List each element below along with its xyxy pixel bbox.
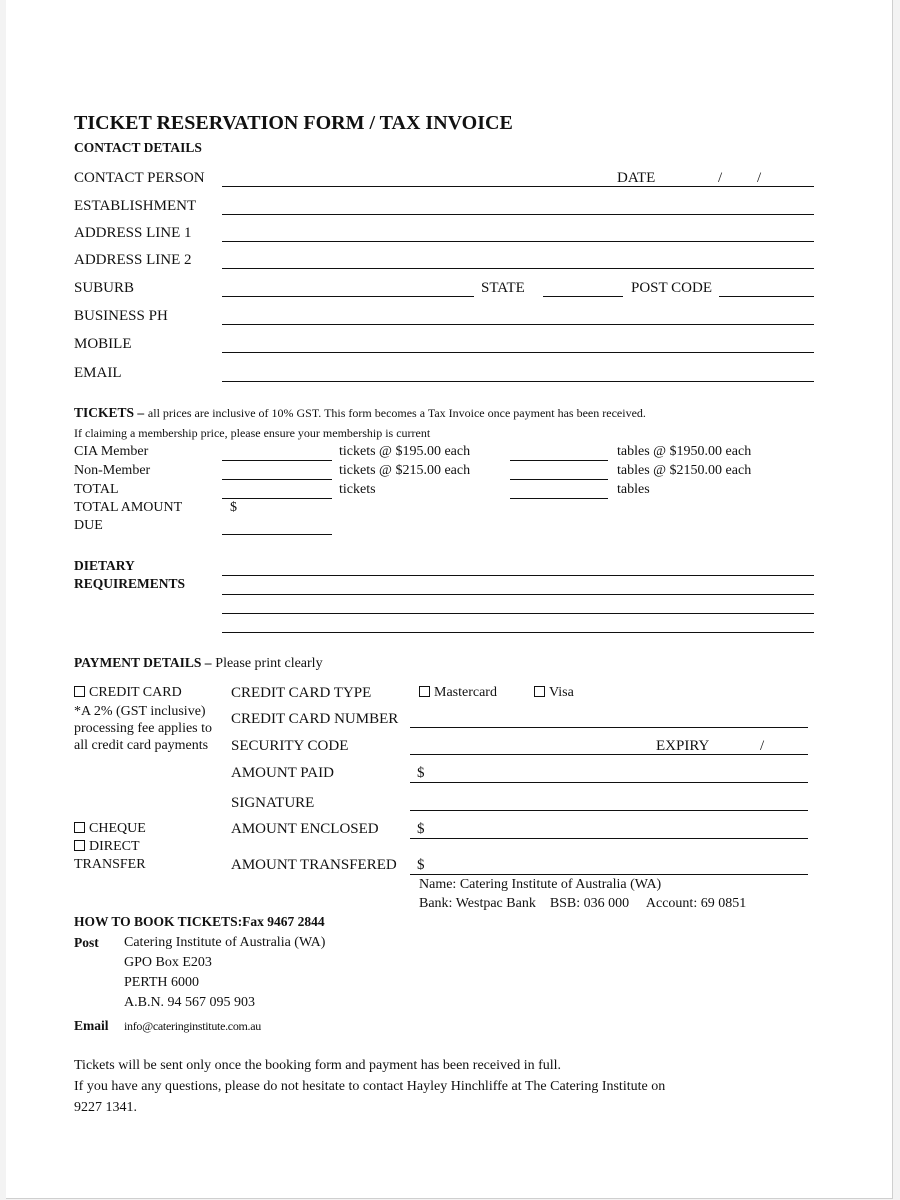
- direct-transfer-option[interactable]: [74, 838, 140, 856]
- expiry-label: EXPIRY: [656, 738, 710, 754]
- bank-details: Bank: Westpac Bank BSB: 036 000 Account: 69 0851: [419, 896, 747, 911]
- post-label: Post: [74, 935, 99, 950]
- visa-option[interactable]: [534, 684, 574, 702]
- payment-heading: PAYMENT DETAILS –: [74, 655, 212, 670]
- mobile-field[interactable]: [222, 352, 814, 353]
- credit-card-option[interactable]: [74, 684, 182, 702]
- total-tickets-label: tickets: [339, 482, 376, 497]
- date-slash-1: /: [718, 170, 723, 186]
- suburb-field[interactable]: [222, 296, 474, 297]
- tickets-heading: TICKETS –: [74, 405, 145, 420]
- payment-heading-row: [74, 654, 323, 673]
- form-page: [6, 0, 893, 1199]
- total-amount-label-1: TOTAL AMOUNT: [74, 500, 183, 515]
- address-line-2-field[interactable]: [222, 268, 814, 269]
- card-number-label: CREDIT CARD NUMBER: [231, 711, 399, 727]
- address-line-1-label: ADDRESS LINE 1: [74, 225, 192, 241]
- direct-label: DIRECT: [89, 839, 140, 854]
- non-member-label: Non-Member: [74, 463, 151, 478]
- security-code-label: SECURITY CODE: [231, 738, 349, 754]
- email-field[interactable]: [222, 381, 814, 382]
- tickets-heading-row: [74, 404, 646, 422]
- signature-field[interactable]: [410, 810, 808, 811]
- visa-checkbox[interactable]: [534, 686, 545, 697]
- non-member-tables-field[interactable]: [510, 479, 608, 480]
- amount-paid-dollar: $: [417, 765, 425, 781]
- email-contact-label: Email: [74, 1018, 109, 1033]
- expiry-slash: /: [760, 738, 765, 754]
- transfer-label: TRANSFER: [74, 857, 146, 872]
- credit-card-label: CREDIT CARD: [89, 685, 182, 700]
- card-type-label: CREDIT CARD TYPE: [231, 685, 372, 701]
- email-contact-link[interactable]: info@cateringinstitute.com.au: [124, 1019, 261, 1033]
- cheque-option[interactable]: [74, 820, 146, 838]
- cheque-checkbox[interactable]: [74, 822, 85, 833]
- address-line-1-field[interactable]: [222, 241, 814, 242]
- non-member-tickets-field[interactable]: [222, 479, 332, 480]
- dietary-line-2[interactable]: [222, 594, 814, 595]
- abn-line: A.B.N. 94 567 095 903: [124, 995, 256, 1010]
- business-ph-label: BUSINESS PH: [74, 308, 168, 324]
- card-number-field[interactable]: [410, 727, 808, 728]
- contact-person-field[interactable]: [222, 186, 814, 187]
- form-title: TICKET RESERVATION FORM / TAX INVOICE: [74, 112, 513, 134]
- total-amount-dollar: $: [230, 500, 237, 515]
- total-tables-label: tables: [617, 482, 650, 497]
- cia-member-tickets-price: tickets @ $195.00 each: [339, 444, 471, 459]
- dietary-label-2: REQUIREMENTS: [74, 576, 186, 591]
- bank-account-name: Name: Catering Institute of Australia (WA): [419, 877, 662, 892]
- amount-enclosed-label: AMOUNT ENCLOSED: [231, 821, 379, 837]
- amount-paid-field[interactable]: [410, 782, 808, 783]
- address-line-2-label: ADDRESS LINE 2: [74, 252, 192, 268]
- amount-paid-label: AMOUNT PAID: [231, 765, 334, 781]
- post-code-label: POST CODE: [631, 280, 712, 296]
- state-field[interactable]: [543, 296, 623, 297]
- cia-member-tables-price: tables @ $1950.00 each: [617, 444, 752, 459]
- date-slash-2: /: [757, 170, 762, 186]
- payment-heading-note: Please print clearly: [215, 656, 323, 671]
- total-tables-field[interactable]: [510, 498, 608, 499]
- mastercard-checkbox[interactable]: [419, 686, 430, 697]
- total-amount-label-2: DUE: [74, 518, 103, 533]
- total-label: TOTAL: [74, 482, 119, 497]
- mastercard-label: Mastercard: [434, 685, 497, 700]
- non-member-tables-price: tables @ $2150.00 each: [617, 463, 752, 478]
- direct-transfer-checkbox[interactable]: [74, 840, 85, 851]
- total-tickets-field[interactable]: [222, 498, 332, 499]
- footer-line-1: Tickets will be sent only once the booking form and payment has been received in full.: [74, 1058, 562, 1073]
- cc-fee-note-2: processing fee applies to: [74, 721, 213, 736]
- cc-fee-note-3: all credit card payments: [74, 738, 209, 753]
- footer-line-2: If you have any questions, please do not hesitate to contact Hayley Hinchliffe at The Catering Institute on: [74, 1079, 666, 1094]
- dietary-line-3[interactable]: [222, 613, 814, 614]
- business-ph-field[interactable]: [222, 324, 814, 325]
- dietary-label-1: DIETARY: [74, 558, 135, 573]
- post-code-field[interactable]: [719, 296, 814, 297]
- contact-person-label: CONTACT PERSON: [74, 170, 205, 186]
- cheque-label: CHEQUE: [89, 821, 146, 836]
- amount-enclosed-dollar: $: [417, 821, 425, 837]
- tickets-note: all prices are inclusive of 10% GST. This form becomes a Tax Invoice once payment has been received.: [147, 406, 646, 420]
- establishment-label: ESTABLISHMENT: [74, 198, 197, 214]
- non-member-tickets-price: tickets @ $215.00 each: [339, 463, 471, 478]
- contact-heading: CONTACT DETAILS: [74, 140, 202, 155]
- credit-card-checkbox[interactable]: [74, 686, 85, 697]
- amount-enclosed-field[interactable]: [410, 838, 808, 839]
- date-label: DATE: [617, 170, 656, 186]
- security-code-field[interactable]: [410, 754, 808, 755]
- post-address-line-2: GPO Box E203: [124, 955, 212, 970]
- dietary-line-4[interactable]: [222, 632, 814, 633]
- how-to-book-heading: HOW TO BOOK TICKETS:Fax 9467 2844: [74, 914, 325, 929]
- suburb-label: SUBURB: [74, 280, 135, 296]
- cia-member-label: CIA Member: [74, 444, 149, 459]
- amount-transfered-dollar: $: [417, 857, 425, 873]
- dietary-line-1[interactable]: [222, 575, 814, 576]
- amount-transfered-label: AMOUNT TRANSFERED: [231, 857, 397, 873]
- state-label: STATE: [481, 280, 525, 296]
- amount-transfered-field[interactable]: [410, 874, 808, 875]
- mobile-label: MOBILE: [74, 336, 132, 352]
- cia-member-tables-field[interactable]: [510, 460, 608, 461]
- cia-member-tickets-field[interactable]: [222, 460, 332, 461]
- footer-line-3: 9227 1341.: [74, 1100, 137, 1115]
- membership-note: If claiming a membership price, please ensure your membership is current: [74, 426, 431, 440]
- post-address-line-1: Catering Institute of Australia (WA): [124, 935, 326, 950]
- email-label: EMAIL: [74, 365, 122, 381]
- total-amount-field[interactable]: [222, 534, 332, 535]
- post-address-line-3: PERTH 6000: [124, 975, 199, 990]
- mastercard-option[interactable]: [419, 684, 497, 702]
- cc-fee-note-1: *A 2% (GST inclusive): [74, 704, 206, 719]
- establishment-field[interactable]: [222, 214, 814, 215]
- visa-label: Visa: [549, 685, 574, 700]
- signature-label: SIGNATURE: [231, 795, 315, 811]
